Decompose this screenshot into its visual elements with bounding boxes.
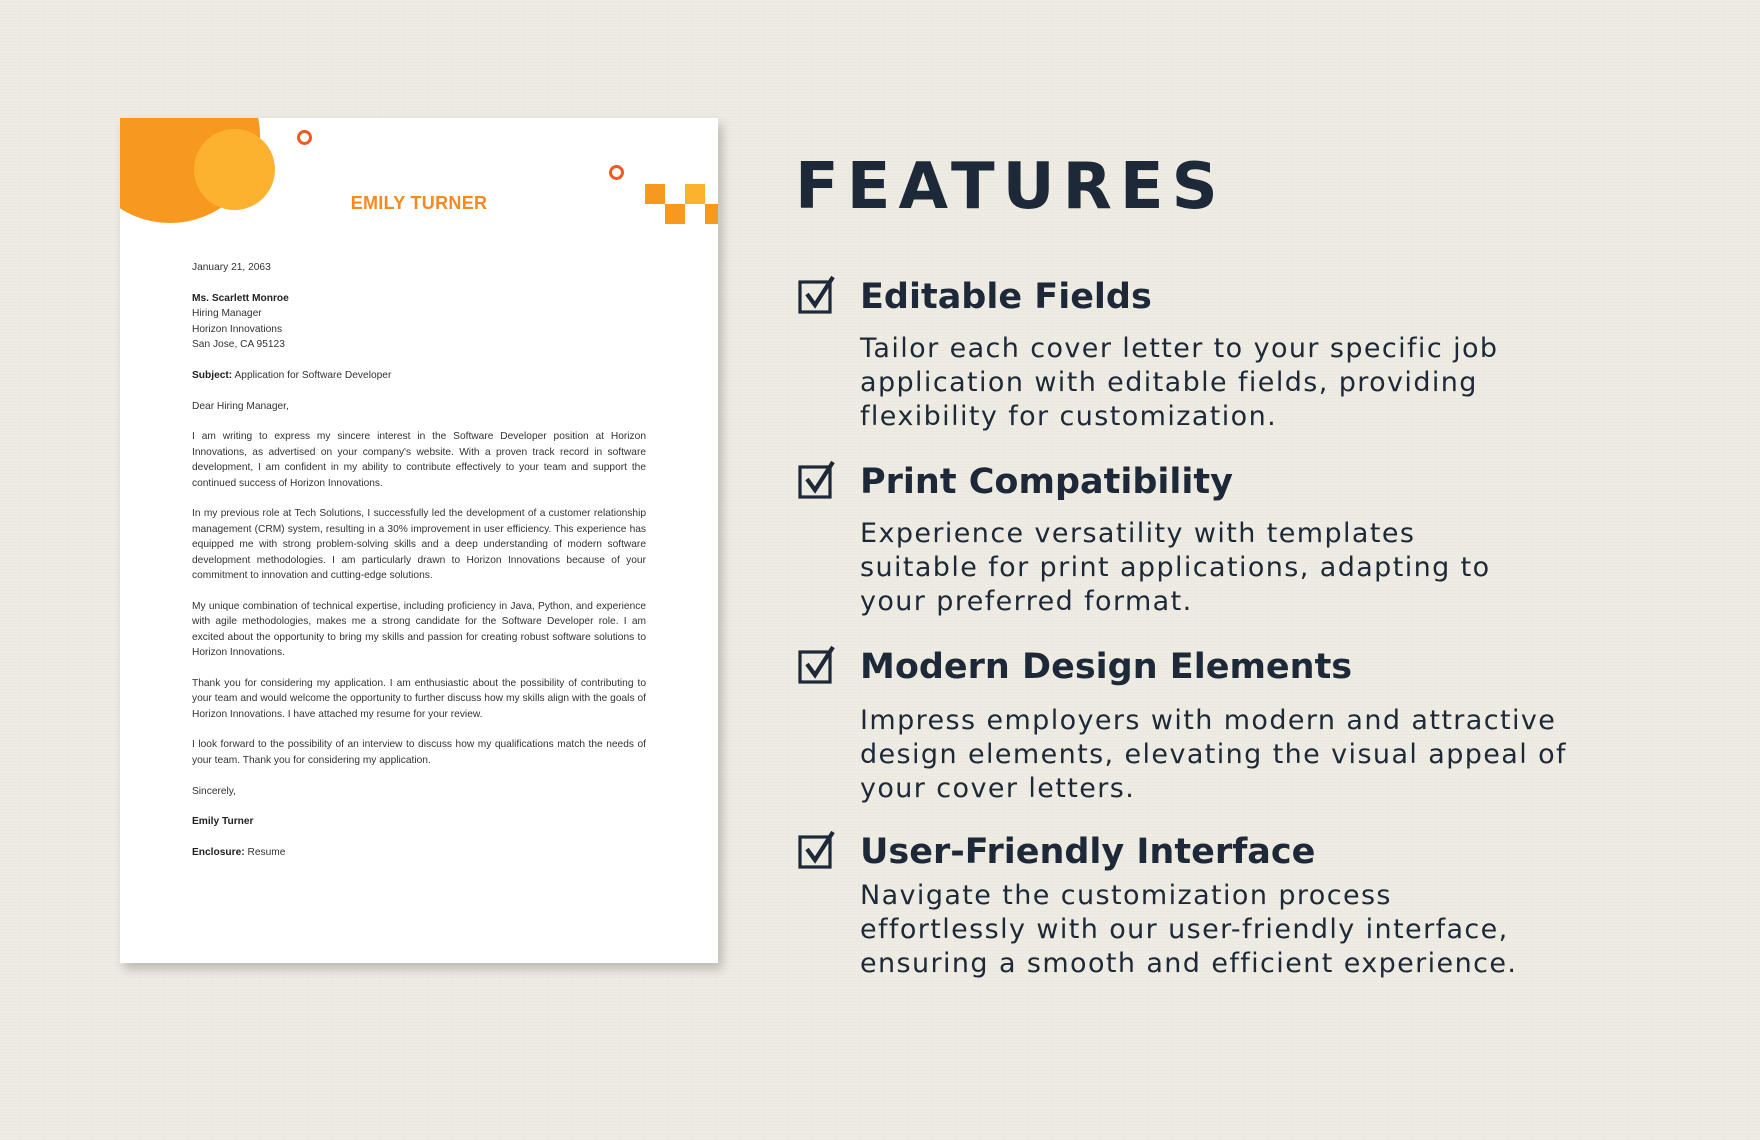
subject-label: Subject: xyxy=(192,369,233,381)
feature-description-line: Navigate the customization process xyxy=(860,880,1392,911)
checkbox-checked-icon xyxy=(798,831,836,869)
enclosure-text: Resume xyxy=(247,847,286,859)
feature-description-line: flexibility for customization. xyxy=(860,401,1278,432)
ring-decoration xyxy=(609,165,624,180)
feature-description-line: your preferred format. xyxy=(860,586,1193,617)
feature-description-line: design elements, elevating the visual appeal of xyxy=(860,739,1567,770)
letter-enclosure xyxy=(192,845,646,860)
feature-description xyxy=(860,879,1580,981)
subject-text: Application for Software Developer xyxy=(234,369,392,381)
feature-heading: Editable Fields xyxy=(860,277,1152,317)
feature-heading: User-Friendly Interface xyxy=(860,832,1316,872)
feature-description xyxy=(860,332,1580,434)
letter-paragraph: In my previous role at Tech Solutions, I successfully led the development of a customer relationship management (CRM) system, resulting in a 30% improvement in user efficiency. This experience has equipped me with strong problem-solving skills and a deep understanding of modern software development methodologies. I am particularly drawn to Horizon Innovations because of your commitment to innovation and cutting-edge solutions. xyxy=(192,508,646,582)
checkbox-checked-icon xyxy=(798,646,836,684)
letter-body xyxy=(192,260,646,861)
letter-salutation: Dear Hiring Manager, xyxy=(192,400,289,412)
feature-description-line: your cover letters. xyxy=(860,773,1136,804)
feature-description xyxy=(860,704,1580,806)
letter-closing: Sincerely, xyxy=(192,785,236,797)
feature-heading: Modern Design Elements xyxy=(860,647,1353,687)
checkbox-checked-icon xyxy=(798,461,836,499)
recipient-title: Hiring Manager xyxy=(192,308,262,320)
feature-description xyxy=(860,517,1580,619)
feature-heading: Print Compatibility xyxy=(860,462,1233,502)
letter-sender-name: EMILY TURNER xyxy=(350,193,488,213)
feature-description-line: Impress employers with modern and attractive xyxy=(860,705,1557,736)
letter-paragraph: My unique combination of technical expertise, including proficiency in Java, Python, and experience with agile methodologies, makes me a strong candidate for the Software Developer role. I am excited about the opportunity to bring my skills and passion for creating robust software solutions to Horizon Innovations. xyxy=(192,600,646,659)
recipient-name: Ms. Scarlett Monroe xyxy=(192,292,289,304)
letter-date: January 21, 2063 xyxy=(192,262,271,273)
feature-description-line: ensuring a smooth and efficient experience. xyxy=(860,948,1518,979)
letter-signature: Emily Turner xyxy=(192,816,254,828)
letter-paragraph: Thank you for considering my application. I am enthusiastic about the possibility of contributing to your team and would welcome the opportunity to further discuss how my skills align with the goals of Horizon Innovations. I have attached my resume for your review. xyxy=(192,677,646,720)
ring-decoration xyxy=(297,130,312,145)
feature-description-line: application with editable fields, providing xyxy=(860,367,1478,398)
features-title: FEATURES xyxy=(795,150,1226,224)
checkbox-checked-icon xyxy=(798,276,836,314)
feature-description-line: Experience versatility with templates xyxy=(860,518,1416,549)
letter-paragraph: I look forward to the possibility of an interview to discuss how my qualifications match the needs of your team. Thank you for considering my application. xyxy=(192,739,646,766)
feature-description-line: suitable for print applications, adapting to xyxy=(860,552,1491,583)
letter-subject xyxy=(192,368,646,383)
cover-letter-preview xyxy=(120,118,718,963)
recipient-company: Horizon Innovations xyxy=(192,323,283,335)
feature-description-line: Tailor each cover letter to your specific job xyxy=(860,333,1499,364)
letter-paragraph: I am writing to express my sincere interest in the Software Developer position at Horizon Innovations, as advertised on your company's website. With a proven track record in software development, I am confident in my ability to contribute effectively to your team and support the continued success of Horizon Innovations. xyxy=(192,431,646,489)
enclosure-label: Enclosure: xyxy=(192,847,245,859)
feature-description-line: effortlessly with our user-friendly interface, xyxy=(860,914,1509,945)
recipient-address: San Jose, CA 95123 xyxy=(192,339,285,351)
